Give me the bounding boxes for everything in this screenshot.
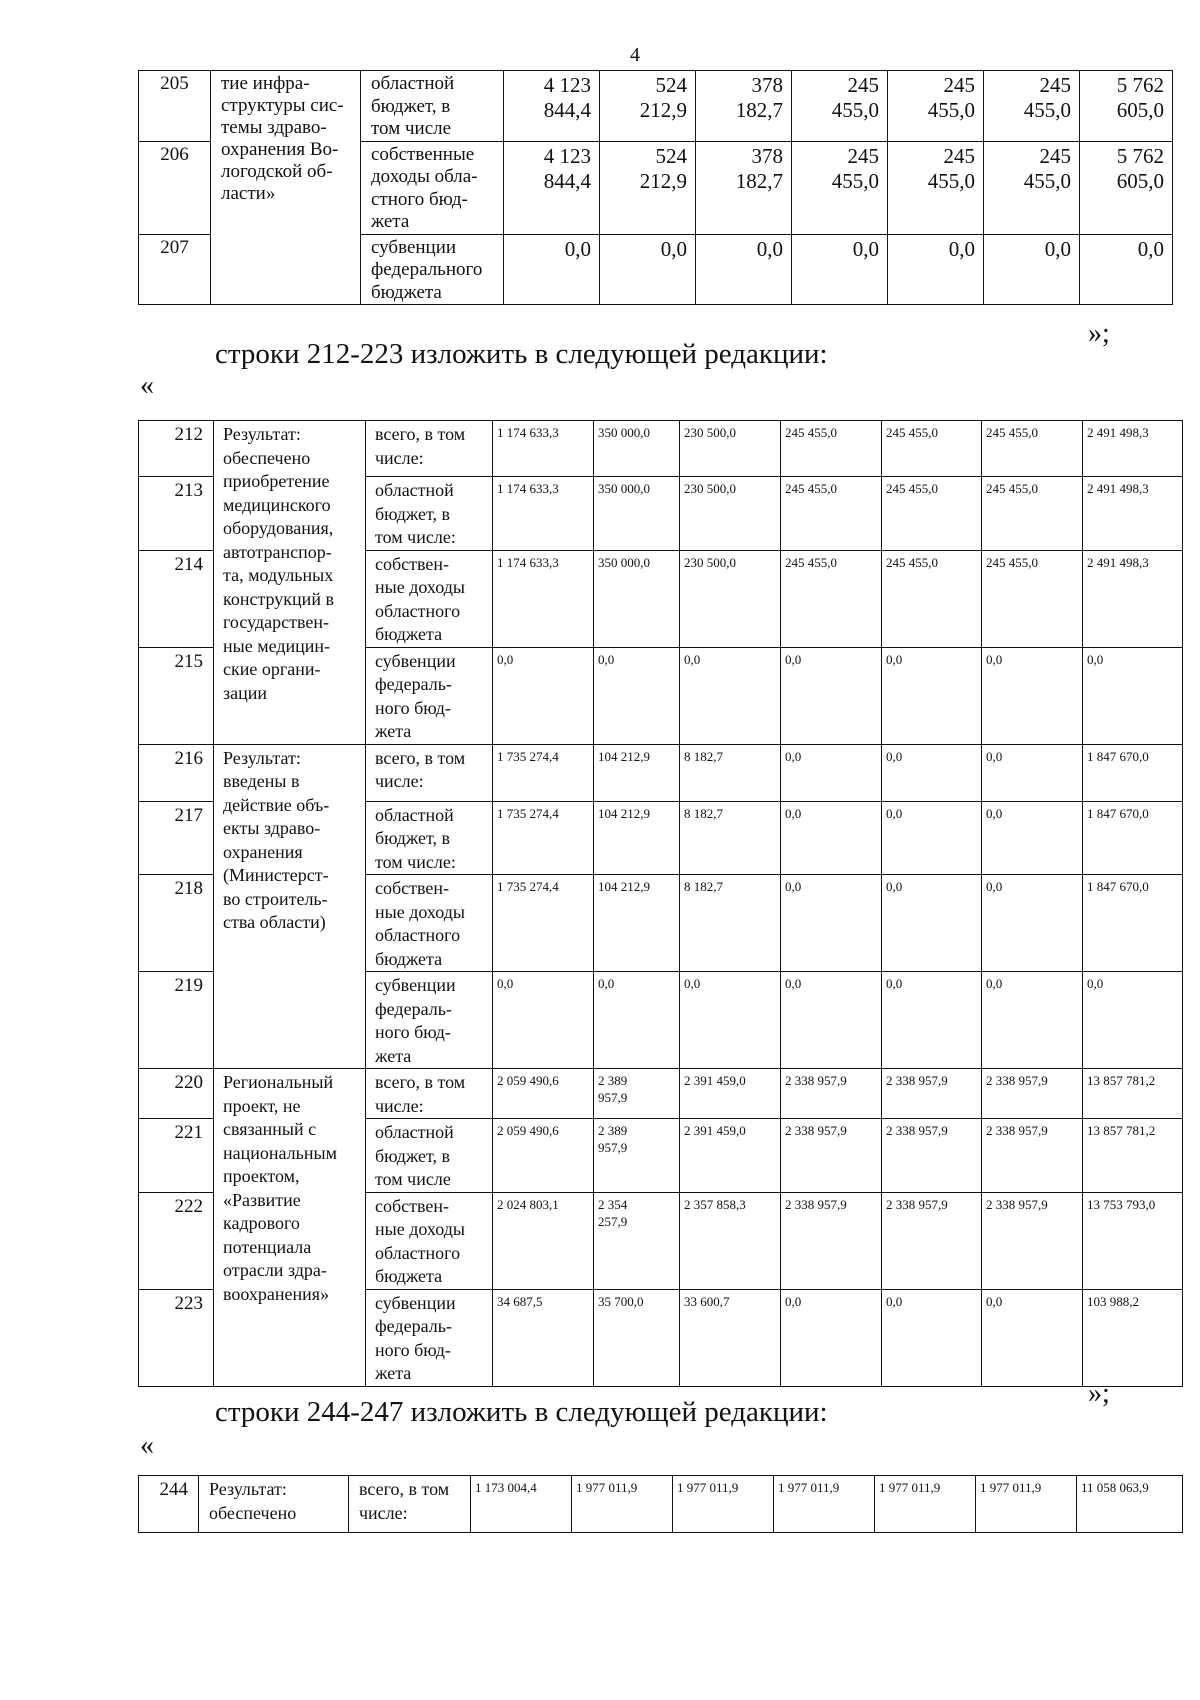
value-cell: 350 000,0: [594, 550, 680, 647]
closing-quote-1: »;: [1088, 318, 1110, 349]
value-cell: 2 491 498,3: [1083, 550, 1183, 647]
page-number: 4: [630, 44, 640, 66]
funding-source: субвенции федераль- ного бюд- жета: [366, 1289, 493, 1386]
value-cell: 1 847 670,0: [1083, 744, 1183, 801]
value-cell: 1 735 274,4: [493, 875, 594, 972]
value-cell: 8 182,7: [680, 875, 781, 972]
value-cell: 5 762 605,0: [1080, 71, 1173, 142]
item-name: Региональный проект, не связанный с национальным проектом, «Развитие кадрового потенциала отрасли здра- воохранения»: [214, 1069, 366, 1387]
value-cell: 0,0: [680, 647, 781, 744]
item-name: тие инфра- структуры сис- темы здраво- охранения Во- логодской об- ласти»: [211, 71, 361, 305]
value-cell: 2 338 957,9: [882, 1119, 982, 1193]
value-cell: 2 338 957,9: [781, 1192, 882, 1289]
value-cell: 1 173 004,4: [471, 1476, 572, 1533]
value-cell: 2 354 257,9: [594, 1192, 680, 1289]
value-cell: 0,0: [493, 972, 594, 1069]
value-cell: 1 847 670,0: [1083, 875, 1183, 972]
value-cell: 0,0: [882, 972, 982, 1069]
value-cell: 13 857 781,2: [1083, 1069, 1183, 1119]
value-cell: 0,0: [888, 234, 984, 305]
value-cell: 8 182,7: [680, 744, 781, 801]
value-cell: 245 455,0: [882, 550, 982, 647]
value-cell: 104 212,9: [594, 875, 680, 972]
value-cell: 0,0: [882, 875, 982, 972]
funding-source: субвенции федераль- ного бюд- жета: [366, 647, 493, 744]
value-cell: 0,0: [882, 744, 982, 801]
funding-source: областной бюджет, в том числе: [361, 71, 504, 142]
value-cell: 1 977 011,9: [976, 1476, 1077, 1533]
value-cell: 2 338 957,9: [882, 1192, 982, 1289]
value-cell: 230 500,0: [680, 477, 781, 551]
funding-source: субвенции федераль- ного бюд- жета: [366, 972, 493, 1069]
value-cell: 103 988,2: [1083, 1289, 1183, 1386]
value-cell: 1 174 633,3: [493, 550, 594, 647]
funding-source: всего, в том числе:: [366, 1069, 493, 1119]
value-cell: 104 212,9: [594, 801, 680, 875]
value-cell: 1 977 011,9: [875, 1476, 976, 1533]
funding-source: областной бюджет, в том числе:: [366, 801, 493, 875]
value-cell: 5 762 605,0: [1080, 141, 1173, 234]
value-cell: 2 338 957,9: [882, 1069, 982, 1119]
value-cell: 34 687,5: [493, 1289, 594, 1386]
opening-quote-1: «: [140, 370, 154, 401]
value-cell: 1 735 274,4: [493, 744, 594, 801]
value-cell: 4 123 844,4: [504, 141, 600, 234]
funding-source: субвенции федерального бюджета: [361, 234, 504, 305]
value-cell: 0,0: [781, 1289, 882, 1386]
value-cell: 245 455,0: [888, 141, 984, 234]
value-cell: 0,0: [493, 647, 594, 744]
value-cell: 378 182,7: [696, 141, 792, 234]
value-cell: 0,0: [781, 972, 882, 1069]
value-cell: 0,0: [1083, 647, 1183, 744]
funding-source: областной бюджет, в том числе:: [366, 477, 493, 551]
table-row: [139, 744, 1183, 801]
table-row: [139, 71, 1173, 142]
value-cell: 245 455,0: [984, 141, 1080, 234]
value-cell: 2 391 459,0: [680, 1119, 781, 1193]
value-cell: 0,0: [882, 1289, 982, 1386]
value-cell: 2 338 957,9: [982, 1069, 1083, 1119]
value-cell: 2 059 490,6: [493, 1069, 594, 1119]
row-number: 218: [139, 875, 214, 972]
value-cell: 2 024 803,1: [493, 1192, 594, 1289]
value-cell: 524 212,9: [600, 141, 696, 234]
funding-source: областной бюджет, в том числе: [366, 1119, 493, 1193]
row-number: 216: [139, 744, 214, 801]
value-cell: 245 455,0: [982, 550, 1083, 647]
value-cell: 0,0: [781, 801, 882, 875]
value-cell: 350 000,0: [594, 477, 680, 551]
value-cell: 0,0: [982, 744, 1083, 801]
funding-source: всего, в том числе:: [349, 1476, 471, 1533]
row-number: 214: [139, 550, 214, 647]
value-cell: 0,0: [882, 647, 982, 744]
funding-source: всего, в том числе:: [366, 421, 493, 477]
value-cell: 2 357 858,3: [680, 1192, 781, 1289]
table-row: [139, 1069, 1183, 1119]
value-cell: 35 700,0: [594, 1289, 680, 1386]
value-cell: 0,0: [792, 234, 888, 305]
value-cell: 0,0: [982, 875, 1083, 972]
funding-source: собствен- ные доходы областного бюджета: [366, 1192, 493, 1289]
table-row: [139, 1476, 1183, 1533]
value-cell: 2 391 459,0: [680, 1069, 781, 1119]
value-cell: 33 600,7: [680, 1289, 781, 1386]
row-number: 206: [139, 141, 211, 234]
value-cell: 1 174 633,3: [493, 421, 594, 477]
section-heading-244-247: строки 244-247 изложить в следующей редакции:: [215, 1396, 828, 1428]
value-cell: 2 491 498,3: [1083, 477, 1183, 551]
value-cell: 2 059 490,6: [493, 1119, 594, 1193]
budget-table-rows-205-207: [138, 70, 1173, 305]
value-cell: 245 455,0: [792, 71, 888, 142]
value-cell: 104 212,9: [594, 744, 680, 801]
closing-quote-2: »;: [1088, 1378, 1110, 1409]
value-cell: 378 182,7: [696, 71, 792, 142]
value-cell: 2 389 957,9: [594, 1069, 680, 1119]
value-cell: 245 455,0: [781, 550, 882, 647]
value-cell: 2 338 957,9: [982, 1119, 1083, 1193]
row-number: 212: [139, 421, 214, 477]
value-cell: 0,0: [600, 234, 696, 305]
funding-source: собствен- ные доходы областного бюджета: [366, 875, 493, 972]
value-cell: 2 389 957,9: [594, 1119, 680, 1193]
value-cell: 2 338 957,9: [982, 1192, 1083, 1289]
item-name: Результат: введены в действие объ- екты здраво- охранения (Министерст- во строитель- ства области): [214, 744, 366, 1069]
value-cell: 0,0: [984, 234, 1080, 305]
value-cell: 0,0: [781, 744, 882, 801]
value-cell: 245 455,0: [882, 477, 982, 551]
value-cell: 230 500,0: [680, 550, 781, 647]
value-cell: 0,0: [781, 647, 882, 744]
value-cell: 0,0: [594, 972, 680, 1069]
value-cell: 245 455,0: [888, 71, 984, 142]
value-cell: 13 857 781,2: [1083, 1119, 1183, 1193]
row-number: 222: [139, 1192, 214, 1289]
value-cell: 245 455,0: [984, 71, 1080, 142]
row-number: 220: [139, 1069, 214, 1119]
value-cell: 13 753 793,0: [1083, 1192, 1183, 1289]
value-cell: 245 455,0: [982, 477, 1083, 551]
row-number: 205: [139, 71, 211, 142]
value-cell: 2 491 498,3: [1083, 421, 1183, 477]
value-cell: 0,0: [982, 1289, 1083, 1386]
section-heading-212-223: строки 212-223 изложить в следующей редакции:: [215, 338, 828, 370]
row-number: 207: [139, 234, 211, 305]
value-cell: 0,0: [680, 972, 781, 1069]
value-cell: 0,0: [982, 647, 1083, 744]
value-cell: 1 735 274,4: [493, 801, 594, 875]
row-number: 213: [139, 477, 214, 551]
value-cell: 4 123 844,4: [504, 71, 600, 142]
value-cell: 0,0: [781, 875, 882, 972]
row-number: 221: [139, 1119, 214, 1193]
value-cell: 350 000,0: [594, 421, 680, 477]
row-number: 217: [139, 801, 214, 875]
budget-table-rows-212-223: [138, 420, 1183, 1387]
row-number: 223: [139, 1289, 214, 1386]
value-cell: 1 174 633,3: [493, 477, 594, 551]
funding-source: собствен- ные доходы областного бюджета: [366, 550, 493, 647]
value-cell: 245 455,0: [781, 421, 882, 477]
funding-source: собственные доходы обла- стного бюд- жета: [361, 141, 504, 234]
value-cell: 245 455,0: [982, 421, 1083, 477]
value-cell: 0,0: [594, 647, 680, 744]
value-cell: 0,0: [882, 801, 982, 875]
value-cell: 245 455,0: [882, 421, 982, 477]
value-cell: 11 058 063,9: [1077, 1476, 1183, 1533]
value-cell: 0,0: [1083, 972, 1183, 1069]
funding-source: всего, в том числе:: [366, 744, 493, 801]
row-number: 215: [139, 647, 214, 744]
row-number: 244: [139, 1476, 199, 1533]
value-cell: 1 977 011,9: [673, 1476, 774, 1533]
value-cell: 1 977 011,9: [774, 1476, 875, 1533]
value-cell: 0,0: [982, 801, 1083, 875]
value-cell: 1 847 670,0: [1083, 801, 1183, 875]
item-name: Результат: обеспечено: [199, 1476, 349, 1533]
value-cell: 2 338 957,9: [781, 1069, 882, 1119]
value-cell: 524 212,9: [600, 71, 696, 142]
table-row: [139, 421, 1183, 477]
value-cell: 245 455,0: [781, 477, 882, 551]
value-cell: 0,0: [696, 234, 792, 305]
value-cell: 1 977 011,9: [572, 1476, 673, 1533]
value-cell: 230 500,0: [680, 421, 781, 477]
value-cell: 8 182,7: [680, 801, 781, 875]
budget-table-row-244: [138, 1475, 1183, 1533]
value-cell: 245 455,0: [792, 141, 888, 234]
value-cell: 0,0: [504, 234, 600, 305]
opening-quote-2: «: [140, 1430, 154, 1461]
row-number: 219: [139, 972, 214, 1069]
item-name: Результат: обеспечено приобретение медицинского оборудования, автотранспор- та, модульных конструкций в государствен- ные медицин- ские органи- зации: [214, 421, 366, 745]
value-cell: 2 338 957,9: [781, 1119, 882, 1193]
value-cell: 0,0: [1080, 234, 1173, 305]
value-cell: 0,0: [982, 972, 1083, 1069]
